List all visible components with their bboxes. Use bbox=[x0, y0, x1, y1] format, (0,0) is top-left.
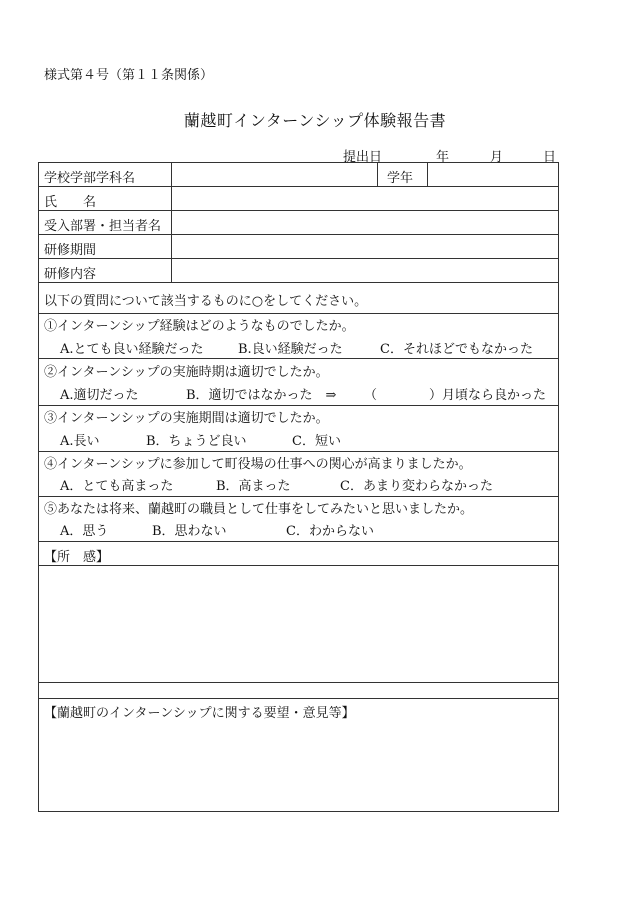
q4-option-a: A．とても高まった bbox=[60, 479, 174, 494]
requests-heading: 【蘭越町のインターンシップに関する要望・意見等】 bbox=[44, 706, 355, 721]
grade-label: 学年 bbox=[387, 171, 414, 186]
q3-option-c: C．短い bbox=[292, 434, 341, 449]
document-title: 蘭越町インターンシップ体験報告書 bbox=[183, 111, 447, 130]
form-number: 様式第４号（第１１条関係） bbox=[44, 68, 214, 83]
question-2: ②インターンシップの実施時期は適切でしたか。 bbox=[44, 365, 329, 380]
training-content-label: 研修内容 bbox=[44, 267, 97, 282]
day-label: 日 bbox=[543, 150, 557, 165]
q2-option-month: （ ）月頃なら良かった bbox=[364, 388, 547, 403]
q1-option-a: A.とても良い経験だった bbox=[60, 342, 204, 357]
requests-field[interactable] bbox=[39, 718, 558, 810]
question-5: ⑤あなたは将来、蘭越町の職員として仕事をしてみたいと思いましたか。 bbox=[44, 502, 474, 517]
month-label: 月 bbox=[490, 150, 504, 165]
q1-option-c: C．それほどでもなかった bbox=[380, 342, 533, 357]
q5-option-b: B．思わない bbox=[152, 524, 227, 539]
q2-option-a: A.適切だった bbox=[60, 388, 139, 403]
q2-option-b: B．適切ではなかった ⇒ bbox=[186, 388, 337, 403]
instructions-text: 以下の質問について該当するものに○をしてください。 bbox=[44, 294, 368, 309]
host-department-label: 受入部署・担当者名 bbox=[44, 219, 162, 234]
q4-option-b: B．高まった bbox=[216, 479, 291, 494]
impressions-field[interactable] bbox=[39, 566, 558, 681]
q5-option-c: C．わからない bbox=[286, 524, 374, 539]
q4-option-c: C．あまり変わらなかった bbox=[340, 479, 493, 494]
q3-option-a: A.長い bbox=[60, 434, 100, 449]
name-label: 氏 名 bbox=[44, 195, 97, 210]
training-period-label: 研修期間 bbox=[44, 243, 97, 258]
q5-option-a: A．思う bbox=[60, 524, 109, 539]
impressions-heading: 【所 感】 bbox=[44, 550, 110, 565]
school-department-label: 学校学部学科名 bbox=[44, 171, 136, 186]
question-4: ④インターンシップに参加して町役場の仕事への関心が高まりましたか。 bbox=[44, 457, 472, 472]
year-label: 年 bbox=[436, 150, 450, 165]
q3-option-b: B．ちょうど良い bbox=[146, 434, 247, 449]
q1-option-b: B.良い経験だった bbox=[238, 342, 343, 357]
question-1: ①インターンシップ経験はどのようなものでしたか。 bbox=[44, 319, 355, 334]
question-3: ③インターンシップの実施期間は適切でしたか。 bbox=[44, 411, 329, 426]
submitted-date-label: 提出日 bbox=[343, 150, 383, 165]
